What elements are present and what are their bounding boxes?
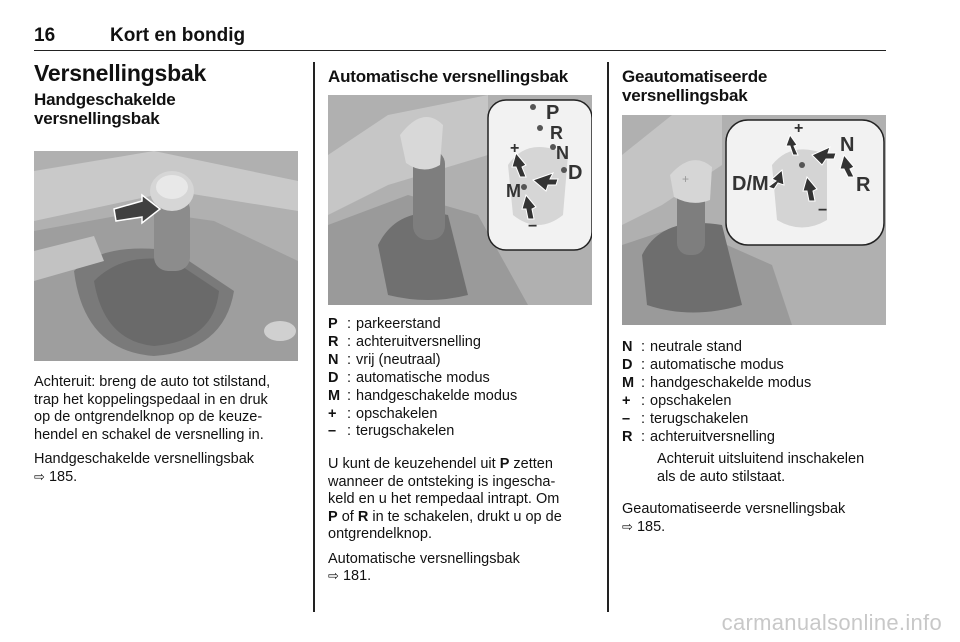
legend-value: parkeerstand — [356, 316, 441, 332]
text-line: wanneer de ontsteking is ingescha- — [328, 473, 556, 490]
legend-row: D : automatische modus — [328, 370, 594, 388]
legend-value: neutrale stand — [650, 339, 742, 355]
inset-label-plus: + — [510, 140, 520, 157]
legend-value: automatische modus — [356, 369, 490, 386]
legend-key: R — [622, 428, 633, 445]
text-line: hendel en schakel de versnelling in. — [34, 426, 264, 443]
inset-label-d: D — [568, 162, 583, 184]
selector-instructions — [328, 456, 594, 544]
text-fragment: U kunt de keuzehendel uit — [328, 456, 496, 473]
page-reference-arrow-icon: ⇨ — [34, 469, 45, 485]
inset-label-r: R — [550, 123, 563, 143]
legend-value: vrij (neutraal) — [356, 351, 441, 368]
inset-label-minus: − — [818, 202, 828, 219]
legend-key: – — [622, 410, 631, 427]
selector-legend — [622, 339, 888, 446]
legend-row: + : opschakelen — [622, 393, 888, 411]
text-line: Achteruit uitsluitend inschakelen — [657, 451, 865, 468]
subsection-title — [34, 90, 300, 128]
text-line: keld en u het rempedaal intrapt. Om — [328, 491, 560, 508]
section-title: Versnellingsbak — [34, 60, 207, 86]
legend-key: N — [328, 351, 339, 368]
reference-page-link[interactable]: 185. — [636, 518, 666, 535]
legend-value: handgeschakelde modus — [650, 374, 812, 391]
text-line: trap het koppelingspedaal in en druk — [34, 391, 268, 408]
legend-row: + : opschakelen — [328, 406, 594, 424]
legend-value: handgeschakelde modus — [356, 387, 518, 404]
automated-selector-illustration — [622, 115, 886, 325]
legend-key: N — [622, 339, 633, 355]
text-fragment: in te schakelen, drukt u op de — [372, 508, 562, 525]
automatic-selector-illustration — [328, 95, 592, 305]
column-manual-gearbox — [34, 60, 300, 486]
reference-page-link[interactable]: 181. — [342, 568, 372, 585]
legend-row: R : achteruitversnelling — [622, 429, 888, 447]
legend-row: P : parkeerstand — [328, 316, 594, 334]
legend-value: terugschakelen — [356, 423, 455, 440]
page-number: 16 — [34, 25, 56, 46]
legend-row: – : terugschakelen — [328, 423, 594, 441]
legend-key: D — [328, 369, 339, 386]
text-line: ontgrendelknop. — [328, 526, 432, 543]
lever-label-plus: + — [682, 172, 690, 186]
inset-label-plus: + — [794, 120, 804, 137]
legend-row: M : handgeschakelde modus — [622, 375, 888, 393]
legend-value: terugschakelen — [650, 410, 749, 427]
reference-page-link[interactable]: 185. — [48, 468, 78, 485]
legend-key: – — [328, 423, 337, 440]
text-fragment: of — [341, 508, 354, 525]
column-divider — [313, 62, 315, 612]
inset-label-dm: D/M — [732, 173, 769, 195]
subsection-title-line: versnellingsbak — [34, 109, 160, 128]
legend-key: D — [622, 356, 633, 373]
bold-gear-r: R — [357, 508, 369, 525]
manual-gear-lever-illustration — [34, 151, 298, 361]
legend-key: + — [328, 405, 337, 422]
legend-key: M — [328, 387, 341, 404]
text-line: als de auto stilstaat. — [657, 468, 786, 485]
text-line: Achteruit: breng de auto tot stilstand, — [34, 374, 271, 390]
column-automatic-gearbox — [328, 60, 594, 586]
legend-row: N : neutrale stand — [622, 339, 888, 357]
reference-text: Handgeschakelde versnellingsbak — [34, 451, 255, 467]
legend-key: M — [622, 374, 635, 391]
page-reference-arrow-icon: ⇨ — [328, 569, 339, 585]
reverse-instructions — [34, 374, 300, 444]
legend-key: + — [622, 392, 631, 409]
legend-key: R — [328, 333, 339, 350]
column-divider — [607, 62, 609, 612]
chapter-title: Kort en bondig — [110, 25, 246, 46]
inset-label-n: N — [840, 134, 855, 156]
legend-value: opschakelen — [356, 405, 438, 422]
legend-value: opschakelen — [650, 392, 732, 409]
legend-row: D : automatische modus — [622, 357, 888, 375]
legend-row: N : vrij (neutraal) — [328, 352, 594, 370]
legend-value: automatische modus — [650, 356, 784, 373]
text-line: op de ontgrendelknop op de keuze- — [34, 409, 263, 425]
cross-reference — [622, 501, 888, 536]
column-automated-gearbox — [622, 60, 888, 536]
bold-gear-p: P — [328, 508, 338, 525]
page-header — [34, 24, 886, 51]
cross-reference — [328, 551, 594, 586]
reverse-note — [657, 451, 888, 486]
inset-label-r: R — [856, 174, 871, 196]
cross-reference — [34, 451, 300, 486]
legend-row: M : handgeschakelde modus — [328, 388, 594, 406]
inset-label-m: M — [506, 181, 521, 201]
legend-value: achteruitversnelling — [650, 428, 775, 445]
bold-gear-p: P — [499, 456, 510, 473]
inset-label-n: N — [556, 143, 569, 163]
reference-text: Automatische versnellingsbak — [328, 550, 520, 567]
section-title-line: Geautomatiseerde — [622, 67, 768, 86]
reference-text: Geautomatiseerde versnellingsbak — [622, 501, 846, 518]
section-title: Automatische versnellingsbak — [328, 67, 569, 86]
watermark: carmanualsonline.info — [721, 610, 942, 635]
subsection-title-line: Handgeschakelde — [34, 90, 176, 109]
section-title — [622, 67, 888, 105]
inset-label-minus: − — [528, 218, 538, 235]
section-title-line: versnellingsbak — [622, 86, 748, 105]
inset-label-p: P — [546, 102, 560, 124]
legend-value: achteruitversnelling — [356, 333, 481, 350]
selector-legend — [328, 316, 594, 441]
legend-row: R : achteruitversnelling — [328, 334, 594, 352]
legend-row: – : terugschakelen — [622, 411, 888, 429]
page-reference-arrow-icon: ⇨ — [622, 519, 633, 535]
legend-key: P — [328, 316, 338, 332]
text-fragment: zetten — [513, 456, 553, 473]
